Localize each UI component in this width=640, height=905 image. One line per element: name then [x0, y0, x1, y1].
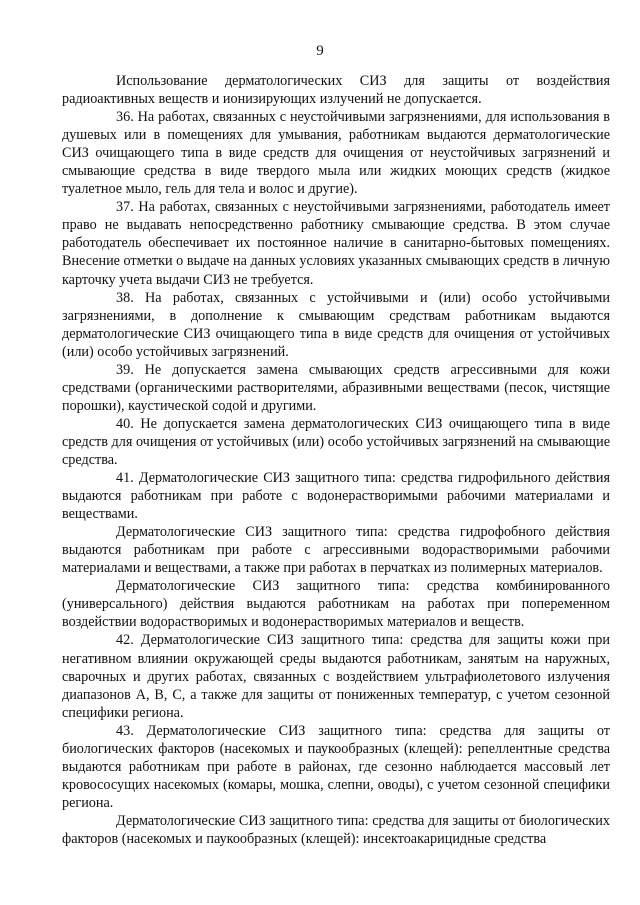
paragraph-radioactive: Использование дерматологических СИЗ для защиты от воздействия радиоактивных веществ и ионизирующих излучений не допускается. [62, 73, 610, 108]
document-body [62, 72, 610, 848]
paragraph-43-insectoacaricide: Дерматологические СИЗ защитного типа: средства для защиты от биологических факторов (насекомых и паукообразных (клещей): инсектоакарицидные средства [62, 812, 610, 847]
paragraph-36: 36. На работах, связанных с неустойчивыми загрязнениями, для использования в душевых или в помещениях для умывания, работникам выдаются дерматологические СИЗ очищающего типа в виде средств для очищения от неустойчивых загрязнений и смывающие средства в виде твердого мыла или жидких моющих средств (жидкое туалетное мыло, гель для тела и волос и другие). [62, 109, 610, 198]
paragraph-41: 41. Дерматологические СИЗ защитного типа: средства гидрофильного действия выдаются работникам при работе с водонерастворимыми рабочими материалами и веществами. [62, 470, 610, 523]
paragraph-43: 43. Дерматологические СИЗ защитного типа: средства для защиты от биологических факторов (насекомых и паукообразных (клещей): репеллентные средства выдаются работникам при работе в районах, где сезонно наблюдается массовый лет кровососущих насекомых (комары, мошка, слепни, оводы), с учетом сезонной специфики региона. [62, 722, 610, 811]
paragraph-40: 40. Не допускается замена дерматологических СИЗ очищающего типа в виде средств для очищения от устойчивых (или) особо устойчивых загрязнений на смывающие средства. [62, 415, 610, 468]
paragraph-41-combined: Дерматологические СИЗ защитного типа: средства комбинированного (универсального) действия выдаются работникам на работах при попеременном воздействии водорастворимых и водонерастворимых материалов и веществ. [62, 578, 610, 631]
paragraph-39: 39. Не допускается замена смывающих средств агрессивными для кожи средствами (органическими растворителями, абразивными веществами (песок, чистящие порошки), каустической содой и другими. [62, 361, 610, 414]
paragraph-42: 42. Дерматологические СИЗ защитного типа: средства для защиты кожи при негативном влиянии окружающей среды выдаются работникам, занятым на наружных, сварочных и других работах, связанных с воздействием ультрафиолетового излучения диапазонов А, В, С, а также для защиты от пониженных температур, с учетом сезонной специфики региона. [62, 632, 610, 721]
paragraph-41-hydrophobic: Дерматологические СИЗ защитного типа: средства гидрофобного действия выдаются работникам при работе с агрессивными водорастворимыми рабочими материалами и веществами, а также при работах в перчатках из полимерных материалов. [62, 524, 610, 577]
page-number: 9 [316, 43, 324, 59]
paragraph-38: 38. На работах, связанных с устойчивыми и (или) особо устойчивыми загрязнениями, в дополнение к смывающим средствам работникам выдаются дерматологические СИЗ очищающего типа в виде средств для очищения от устойчивых (или) особо устойчивых загрязнений. [62, 289, 610, 360]
paragraph-37: 37. На работах, связанных с неустойчивыми загрязнениями, работодатель имеет право не выдавать непосредственно работнику смывающие средства. В этом случае работодатель обеспечивает их постоянное наличие в санитарно-бытовых помещениях. Внесение отметки о выдаче на данных условиях указанных смывающих средств в личную карточку учета выдачи СИЗ не требуется. [62, 199, 610, 288]
